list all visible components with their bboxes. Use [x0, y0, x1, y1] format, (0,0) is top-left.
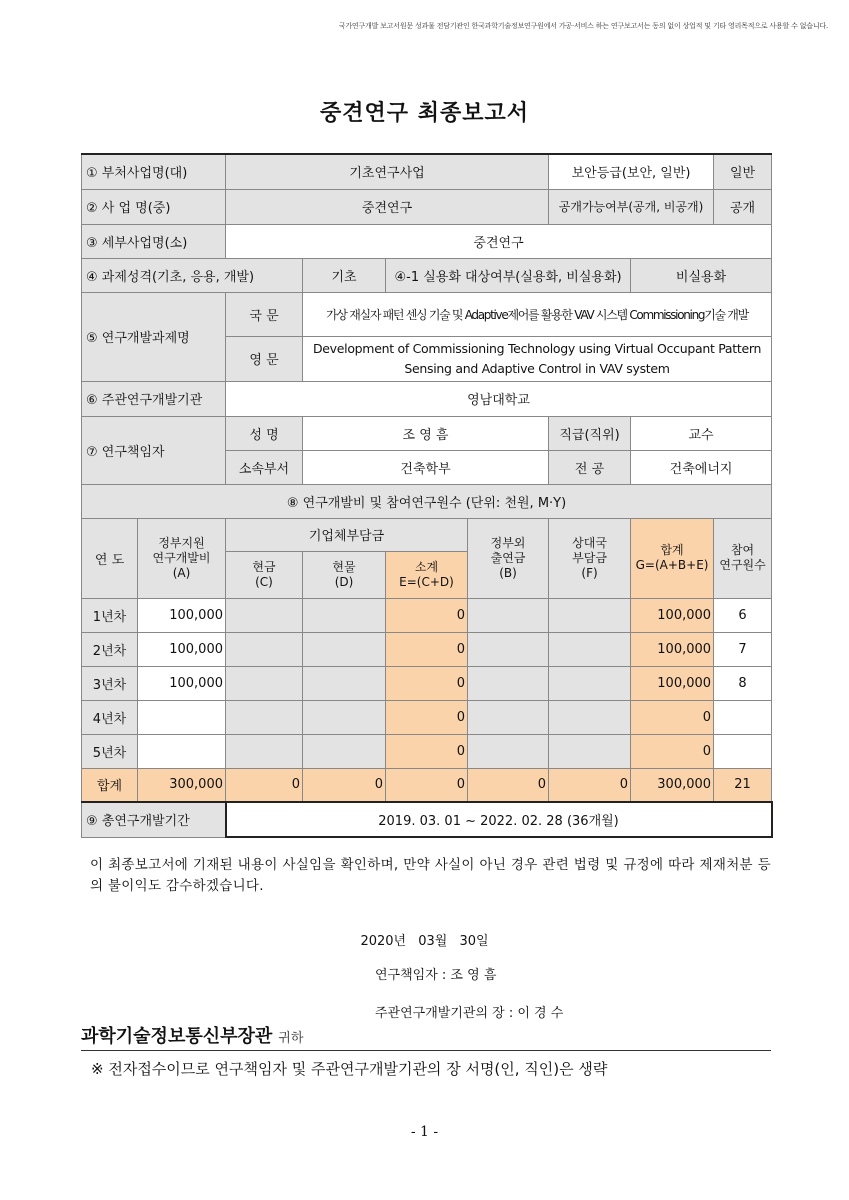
addressee: [81, 1022, 771, 1051]
major-label: 전 공: [549, 450, 631, 484]
budget-sum-row: [82, 768, 772, 802]
partner-share-cell: [549, 734, 631, 768]
gov-funding-cell: 100,000: [138, 598, 226, 632]
other-contribution-cell: [468, 666, 549, 700]
year-cell: 합계: [82, 768, 138, 802]
row-institution: [82, 381, 772, 416]
responsible-signature: 연구책임자 : 조 영 흠: [375, 968, 497, 983]
project-title-label: ⑤ 연구개발과제명: [82, 292, 226, 381]
researchers-cell: 8: [714, 666, 772, 700]
korean-title-value: 가상 재실자 패턴 센싱 기술 및 Adaptive제어를 활용한 VAV 시스템 Commissioning기술 개발: [303, 292, 772, 336]
subtotal-cell: 0: [386, 734, 468, 768]
other-contribution-cell: [468, 632, 549, 666]
row-researcher-name: [82, 416, 772, 450]
subtotal-cell: 0: [386, 700, 468, 734]
row-sub-program: [82, 224, 772, 258]
period-row: [82, 802, 772, 837]
budget-year-row: [82, 632, 772, 666]
other-contribution-cell: [468, 734, 549, 768]
row-project-nature: [82, 258, 772, 292]
total-cell: 0: [631, 700, 714, 734]
project-nature-label: ④ 과제성격(기초, 응용, 개발): [82, 258, 303, 292]
subtotal-cell: 0: [386, 666, 468, 700]
partner-share-cell: 0: [549, 768, 631, 802]
cash-cell: [226, 700, 303, 734]
header-other-contribution: 정부외 출연금 (B): [468, 518, 549, 598]
english-title-label: 영 문: [226, 336, 303, 381]
researchers-cell: 7: [714, 632, 772, 666]
sub-program-label: ③ 세부사업명(소): [82, 224, 226, 258]
budget-year-row: [82, 734, 772, 768]
copyright-notice: 국가연구개발 보고서원문 성과물 전담기관인 한국과학기술정보연구원에서 가공·서비스 하는 연구보고서는 동의 없이 상업적 및 기타 영리목적으로 사용할 수 없습니다.: [338, 22, 828, 30]
institution-label: ⑥ 주관연구개발기관: [82, 381, 226, 416]
in-kind-cell: [303, 632, 386, 666]
name-label: 성 명: [226, 416, 303, 450]
ministry-program-value: 기초연구사업: [226, 154, 549, 189]
partner-share-cell: [549, 700, 631, 734]
commercialization-label: ④-1 실용화 대상여부(실용화, 비실용화): [386, 258, 631, 292]
security-level-label: 보안등급(보안, 일반): [549, 154, 714, 189]
report-date: 2020년 03월 30일: [360, 934, 489, 949]
signature-note: ※ 전자접수이므로 연구책임자 및 주관연구개발기관의 장 서명(인, 직인)은 생략: [91, 1060, 608, 1078]
principal-investigator-label: ⑦ 연구책임자: [82, 416, 226, 484]
subtotal-cell: 0: [386, 598, 468, 632]
cash-cell: 0: [226, 768, 303, 802]
department-value: 건축학부: [303, 450, 549, 484]
budget-rows: [82, 598, 772, 802]
header-gov-funding: 정부지원 연구개발비 (A): [138, 518, 226, 598]
in-kind-cell: [303, 700, 386, 734]
total-cell: 100,000: [631, 598, 714, 632]
period-value: 2019. 03. 01 ~ 2022. 02. 28 (36개월): [226, 802, 772, 837]
researchers-cell: [714, 734, 772, 768]
header-in-kind: 현물 (D): [303, 551, 386, 598]
period-label: ⑨ 총연구개발기간: [82, 802, 226, 837]
in-kind-cell: [303, 598, 386, 632]
program-name-label: ② 사 업 명(중): [82, 189, 226, 224]
total-cell: 300,000: [631, 768, 714, 802]
department-label: 소속부서: [226, 450, 303, 484]
addressee-suffix: 귀하: [278, 1031, 304, 1046]
partner-share-cell: [549, 632, 631, 666]
sub-program-value: 중견연구: [226, 224, 772, 258]
other-contribution-cell: 0: [468, 768, 549, 802]
header-corporate-share: 기업체부담금: [226, 518, 468, 551]
security-level-value: 일반: [714, 154, 772, 189]
program-name-value: 중견연구: [226, 189, 549, 224]
institution-value: 영남대학교: [226, 381, 772, 416]
project-nature-value: 기초: [303, 258, 386, 292]
page-number: - 1 -: [410, 1124, 439, 1140]
gov-funding-cell: 100,000: [138, 666, 226, 700]
total-cell: 100,000: [631, 666, 714, 700]
other-contribution-cell: [468, 700, 549, 734]
budget-title: ⑧ 연구개발비 및 참여연구원수 (단위: 천원, M·Y): [82, 484, 772, 518]
total-cell: 100,000: [631, 632, 714, 666]
budget-header-row-1: [82, 518, 772, 551]
name-value: 조 영 흠: [303, 416, 549, 450]
row-budget-title: [82, 484, 772, 518]
in-kind-cell: 0: [303, 768, 386, 802]
english-title-value: Development of Commissioning Technology using Virtual Occupant Pattern Sensing and Adaptive Control in VAV system: [303, 336, 772, 381]
report-table: [81, 153, 773, 838]
institution-head-signature: 주관연구개발기관의 장 : 이 경 수: [375, 1006, 564, 1021]
row-ministry-program: [82, 154, 772, 189]
position-label: 직급(직위): [549, 416, 631, 450]
year-cell: 3년차: [82, 666, 138, 700]
cash-cell: [226, 632, 303, 666]
header-researchers: 참여 연구원수: [714, 518, 772, 598]
page-title: 중견연구 최종보고서: [320, 101, 529, 126]
header-subtotal: 소계 E=(C+D): [386, 551, 468, 598]
in-kind-cell: [303, 666, 386, 700]
gov-funding-cell: 300,000: [138, 768, 226, 802]
year-cell: 1년차: [82, 598, 138, 632]
header-total: 합계 G=(A+B+E): [631, 518, 714, 598]
header-partner-share: 상대국 부담금 (F): [549, 518, 631, 598]
researchers-cell: 6: [714, 598, 772, 632]
korean-title-label: 국 문: [226, 292, 303, 336]
partner-share-cell: [549, 598, 631, 632]
budget-year-row: [82, 598, 772, 632]
gov-funding-cell: [138, 700, 226, 734]
header-cash: 현금 (C): [226, 551, 303, 598]
year-cell: 4년차: [82, 700, 138, 734]
other-contribution-cell: [468, 598, 549, 632]
cash-cell: [226, 598, 303, 632]
header-year: 연 도: [82, 518, 138, 598]
total-cell: 0: [631, 734, 714, 768]
addressee-name: 과학기술정보통신부장관: [81, 1026, 273, 1047]
pledge-statement: 이 최종보고서에 기재된 내용이 사실임을 확인하며, 만약 사실이 아닌 경우 관련 법령 및 규정에 따라 제재처분 등의 불이익도 감수하겠습니다.: [90, 857, 771, 894]
disclosure-label: 공개가능여부(공개, 비공개): [549, 189, 714, 224]
gov-funding-cell: [138, 734, 226, 768]
subtotal-cell: 0: [386, 768, 468, 802]
researchers-cell: [714, 700, 772, 734]
row-project-title-kor: [82, 292, 772, 336]
budget-year-row: [82, 700, 772, 734]
year-cell: 2년차: [82, 632, 138, 666]
position-value: 교수: [631, 416, 772, 450]
major-value: 건축에너지: [631, 450, 772, 484]
in-kind-cell: [303, 734, 386, 768]
row-program-name: [82, 189, 772, 224]
cash-cell: [226, 734, 303, 768]
year-cell: 5년차: [82, 734, 138, 768]
cash-cell: [226, 666, 303, 700]
researchers-cell: 21: [714, 768, 772, 802]
gov-funding-cell: 100,000: [138, 632, 226, 666]
disclosure-value: 공개: [714, 189, 772, 224]
partner-share-cell: [549, 666, 631, 700]
ministry-program-label: ① 부처사업명(대): [82, 154, 226, 189]
commercialization-value: 비실용화: [631, 258, 772, 292]
subtotal-cell: 0: [386, 632, 468, 666]
budget-year-row: [82, 666, 772, 700]
